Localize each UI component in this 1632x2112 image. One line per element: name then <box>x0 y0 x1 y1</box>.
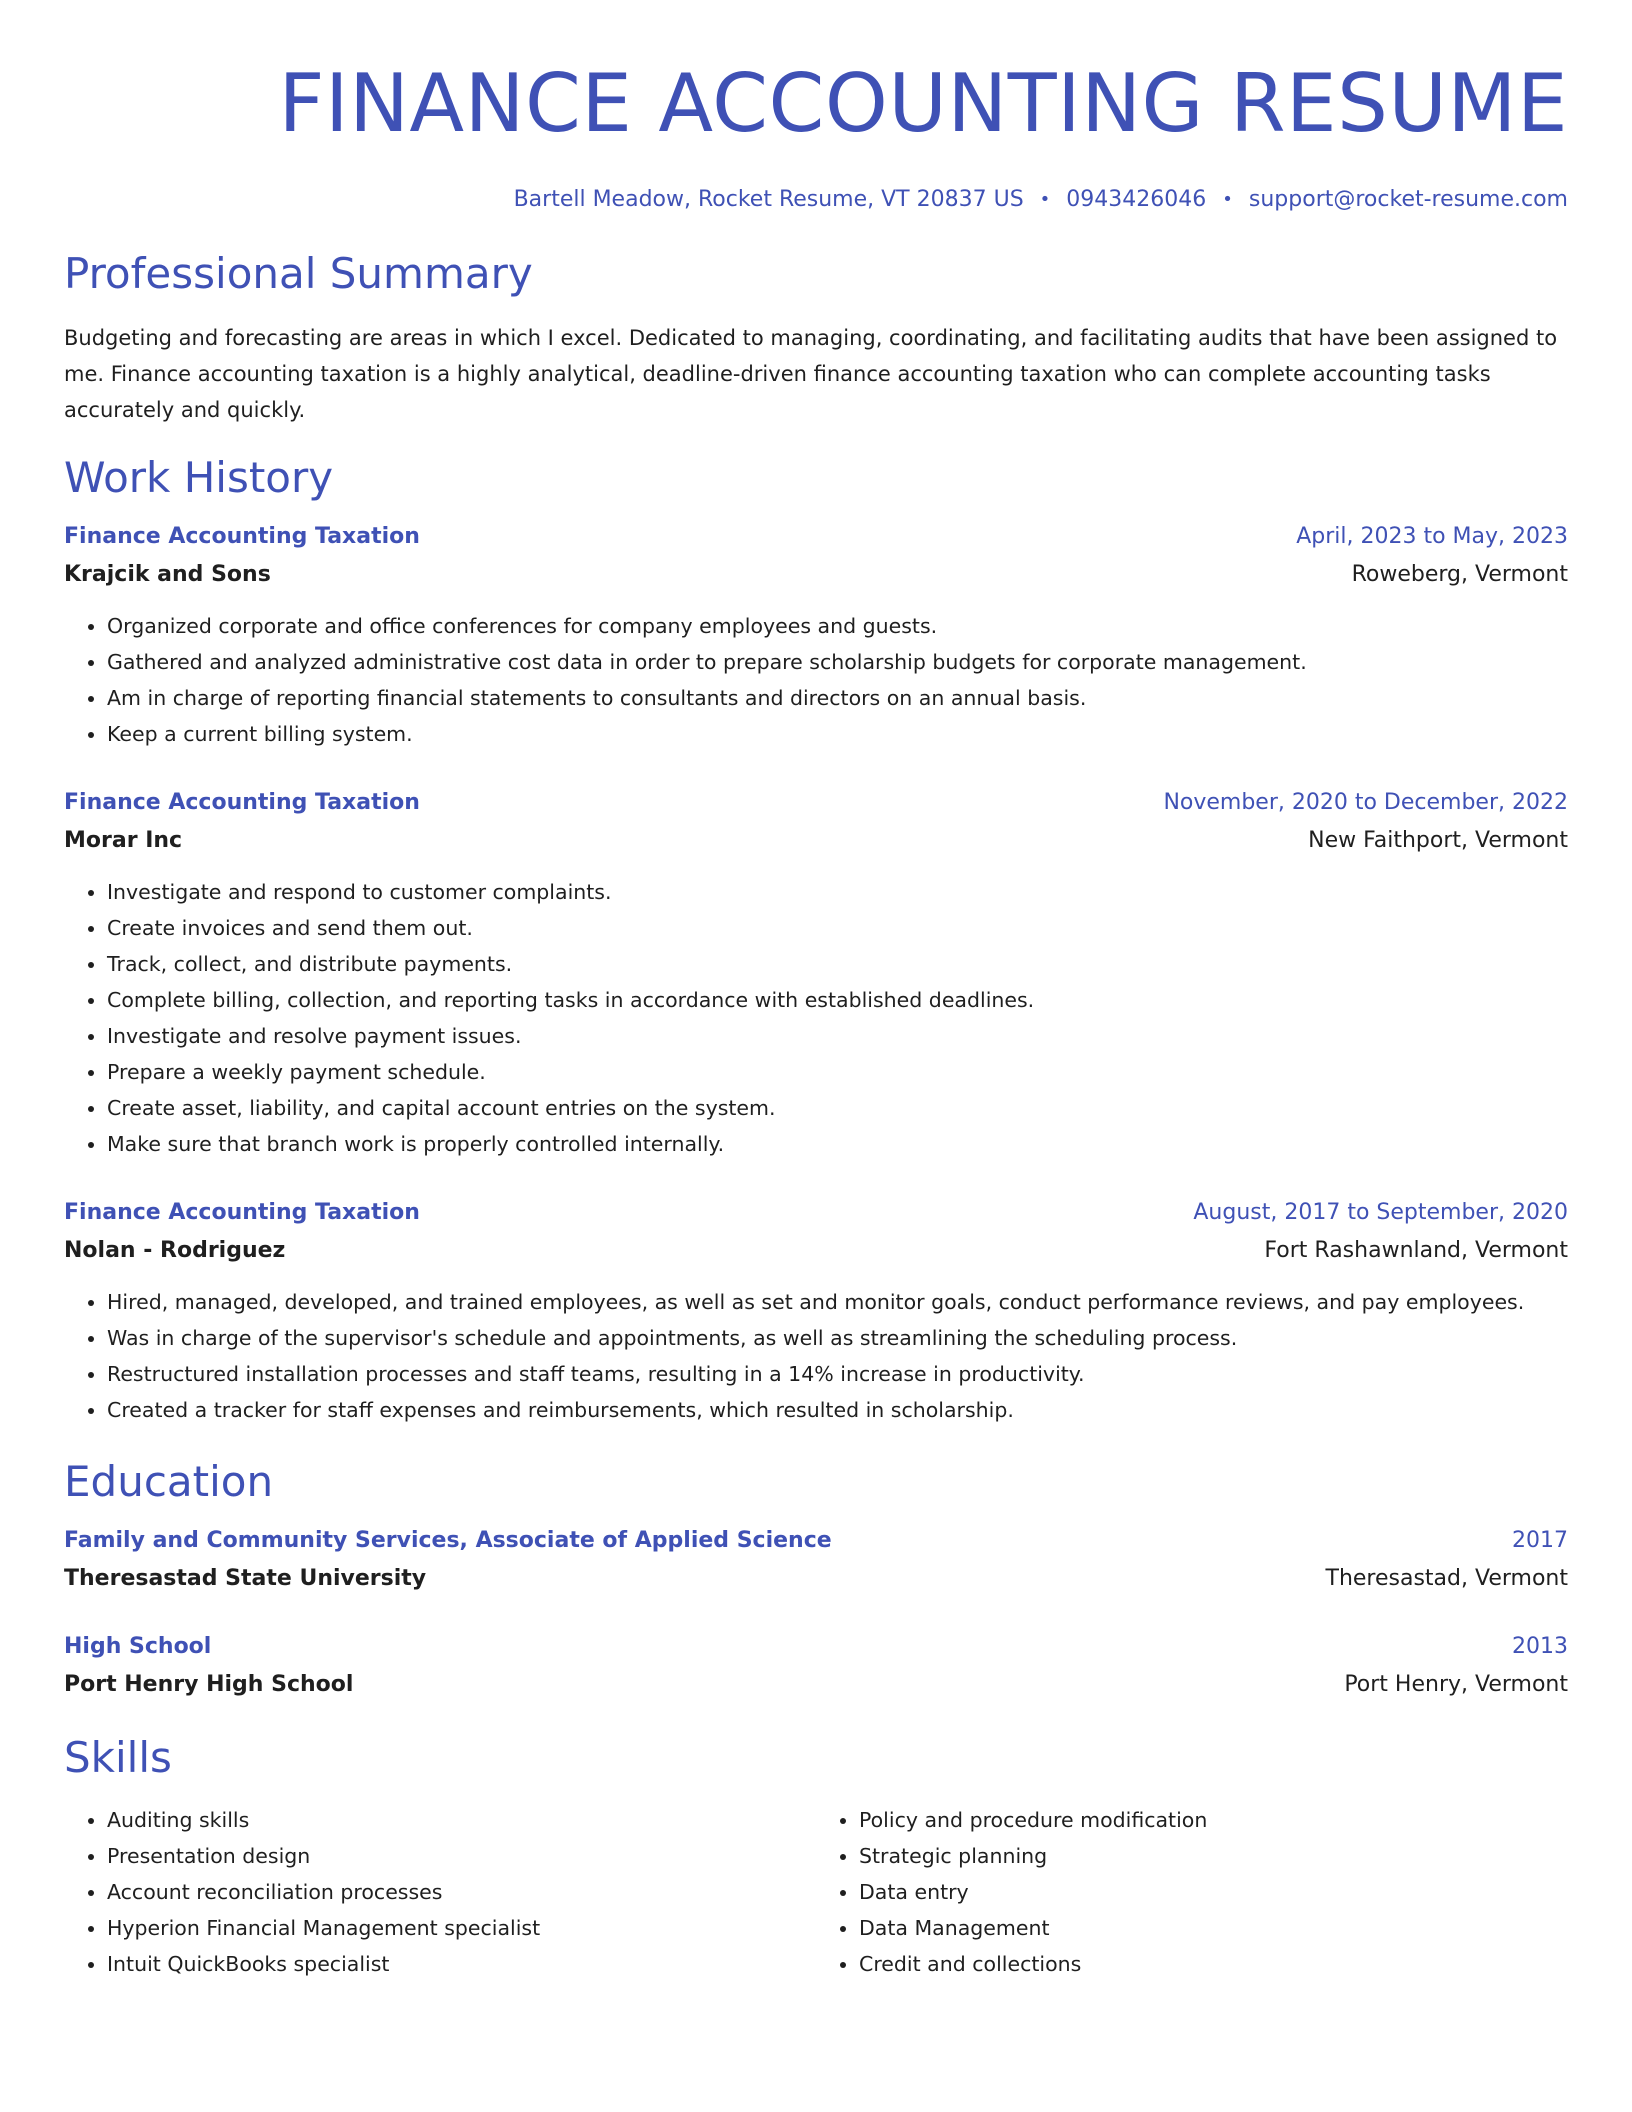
education-school: Theresastad State University <box>64 1566 427 1591</box>
job-bullets <box>64 1284 1568 1428</box>
job-bullet: • Organized corporate and office conferences for company employees and guests. <box>107 608 1568 644</box>
skill-item: • Auditing skills <box>107 1802 816 1838</box>
job-bullet: • Restructured installation processes and staff teams, resulting in a 14% increase in productivity. <box>107 1356 1568 1392</box>
job-bullet: • Keep a current billing system. <box>107 716 1568 752</box>
skill-item: • Strategic planning <box>859 1838 1568 1874</box>
job-company: Nolan - Rodriguez <box>64 1238 286 1263</box>
job-bullets <box>64 874 1568 1162</box>
skill-item: • Data entry <box>859 1874 1568 1910</box>
skill-item: • Credit and collections <box>859 1946 1568 1982</box>
contact-phone: 0943426046 <box>1066 187 1207 212</box>
contact-email[interactable]: support@rocket-resume.com <box>1248 187 1568 212</box>
job-entry <box>64 518 1568 752</box>
job-entry <box>64 784 1568 1162</box>
job-location: New Faithport, Vermont <box>1308 828 1568 853</box>
job-bullets <box>64 608 1568 752</box>
education-degree: High School <box>64 1634 212 1659</box>
job-bullet: • Prepare a weekly payment schedule. <box>107 1054 1568 1090</box>
job-company: Morar Inc <box>64 828 183 853</box>
skill-item: • Account reconciliation processes <box>107 1874 816 1910</box>
skills-list-left <box>64 1802 816 1982</box>
job-location: Roweberg, Vermont <box>1351 562 1568 587</box>
education-header-row <box>64 1522 1568 1560</box>
skill-item: • Presentation design <box>107 1838 816 1874</box>
job-entry <box>64 1194 1568 1428</box>
contact-line <box>64 186 1568 214</box>
job-company: Krajcik and Sons <box>64 562 271 587</box>
education-school-row <box>64 1560 1568 1598</box>
job-org-row <box>64 822 1568 860</box>
job-title: Finance Accounting Taxation <box>64 1200 420 1225</box>
job-bullet: • Created a tracker for staff expenses and reimbursements, which resulted in scholarship. <box>107 1392 1568 1428</box>
education-school: Port Henry High School <box>64 1672 354 1697</box>
education-entry <box>64 1628 1568 1704</box>
skill-item: • Hyperion Financial Management specialist <box>107 1910 816 1946</box>
job-bullet: • Track, collect, and distribute payments. <box>107 946 1568 982</box>
professional-summary-section <box>64 248 1568 428</box>
job-bullet: • Hired, managed, developed, and trained employees, as well as set and monitor goals, conduct performance reviews, and pay employees. <box>107 1284 1568 1320</box>
job-org-row <box>64 556 1568 594</box>
education-location: Port Henry, Vermont <box>1344 1672 1568 1697</box>
section-heading-education: Education <box>64 1457 274 1506</box>
resume-title: FINANCE ACCOUNTING RESUME <box>278 57 1568 150</box>
job-title: Finance Accounting Taxation <box>64 524 420 549</box>
education-header-row <box>64 1628 1568 1666</box>
job-title: Finance Accounting Taxation <box>64 790 420 815</box>
education-year: 2017 <box>1512 1528 1568 1553</box>
separator-dot: • <box>1039 189 1051 210</box>
summary-text: Budgeting and forecasting are areas in which I excel. Dedicated to managing, coordinating, and facilitating audits that have been assigned to me. Finance accounting taxation is a highly analytical, deadline-driven finance accounting taxation who can complete accounting tasks accurately and quickly. <box>64 326 1558 422</box>
resume-header <box>64 56 1568 214</box>
contact-address: Bartell Meadow, Rocket Resume, VT 20837 US <box>513 187 1024 212</box>
section-heading-work-history: Work History <box>64 453 334 502</box>
job-bullet: • Make sure that branch work is properly controlled internally. <box>107 1126 1568 1162</box>
job-bullet: • Investigate and respond to customer complaints. <box>107 874 1568 910</box>
skills-columns <box>64 1802 1568 1982</box>
separator-dot: • <box>1222 189 1233 210</box>
education-entry <box>64 1522 1568 1598</box>
education-school-row <box>64 1666 1568 1704</box>
job-bullet: • Was in charge of the supervisor's schedule and appointments, as well as streamlining the scheduling process. <box>107 1320 1568 1356</box>
job-bullet: • Am in charge of reporting financial statements to consultants and directors on an annual basis. <box>107 680 1568 716</box>
job-org-row <box>64 1232 1568 1270</box>
education-year: 2013 <box>1512 1634 1568 1659</box>
section-heading-summary: Professional Summary <box>64 249 533 298</box>
skills-section <box>64 1732 1568 1982</box>
education-location: Theresastad, Vermont <box>1325 1566 1568 1591</box>
section-heading-skills: Skills <box>64 1733 172 1782</box>
job-location: Fort Rashawnland, Vermont <box>1264 1238 1568 1263</box>
job-dates: April, 2023 to May, 2023 <box>1296 524 1568 549</box>
job-dates: November, 2020 to December, 2022 <box>1163 790 1568 815</box>
job-header-row <box>64 1194 1568 1232</box>
job-bullet: • Complete billing, collection, and reporting tasks in accordance with established deadlines. <box>107 982 1568 1018</box>
skill-item: • Data Management <box>859 1910 1568 1946</box>
skill-item: • Intuit QuickBooks specialist <box>107 1946 816 1982</box>
job-header-row <box>64 784 1568 822</box>
job-header-row <box>64 518 1568 556</box>
job-bullet: • Investigate and resolve payment issues. <box>107 1018 1568 1054</box>
job-bullet: • Create asset, liability, and capital account entries on the system. <box>107 1090 1568 1126</box>
work-history-section <box>64 452 1568 1428</box>
job-dates: August, 2017 to September, 2020 <box>1193 1200 1568 1225</box>
job-bullet: • Gathered and analyzed administrative cost data in order to prepare scholarship budgets for corporate management. <box>107 644 1568 680</box>
education-degree: Family and Community Services, Associate of Applied Science <box>64 1528 832 1553</box>
skill-item: • Policy and procedure modification <box>859 1802 1568 1838</box>
skills-list-right <box>816 1802 1568 1982</box>
job-bullet: • Create invoices and send them out. <box>107 910 1568 946</box>
education-section <box>64 1456 1568 1704</box>
